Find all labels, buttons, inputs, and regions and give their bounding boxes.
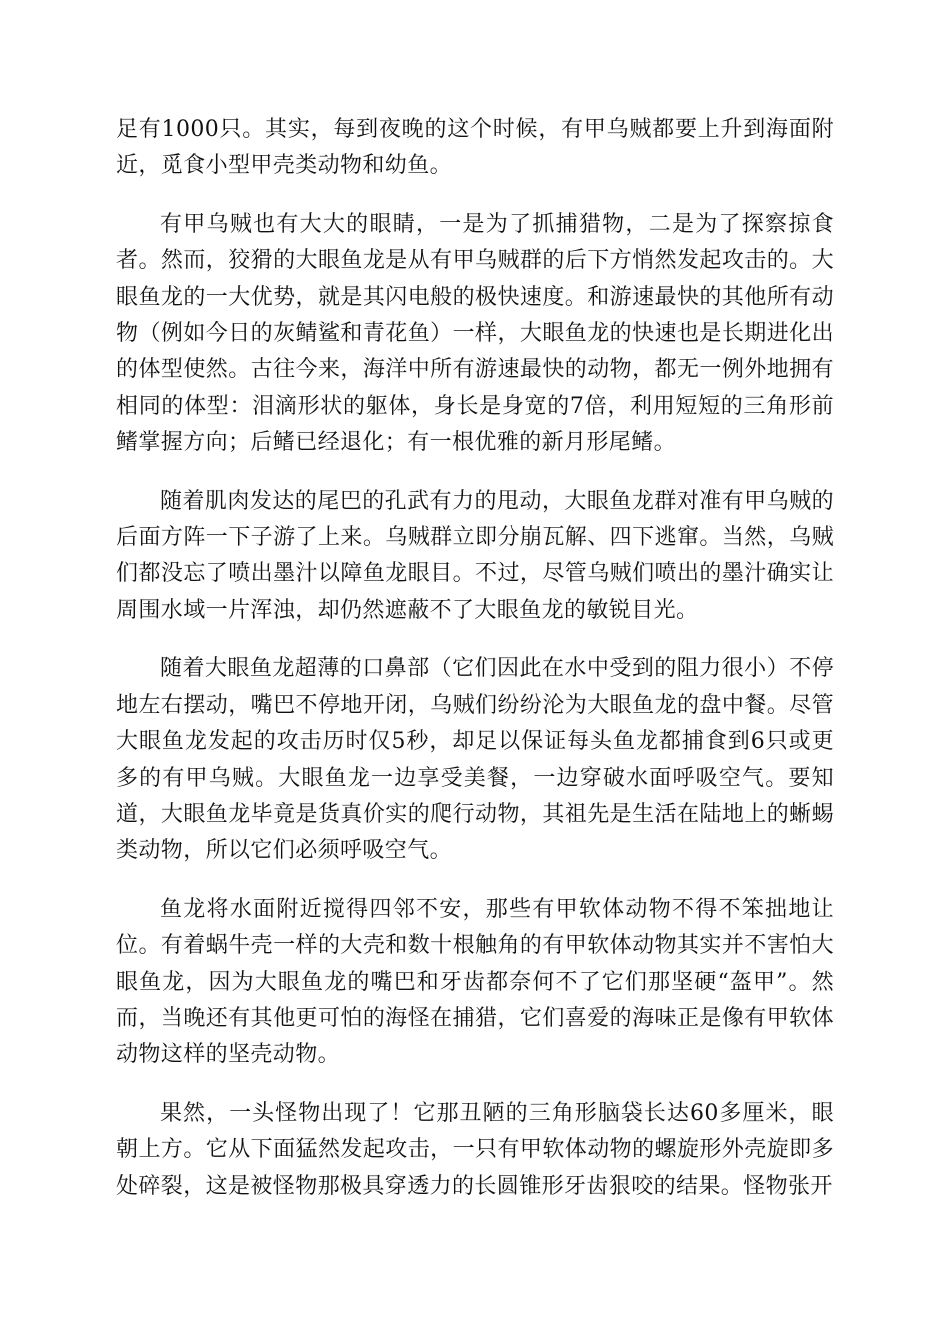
- paragraph-4: 随着大眼鱼龙超薄的口鼻部（它们因此在水中受到的阻力很小）不停地左右摆动，嘴巴不停地开闭，乌贼们纷纷沦为大眼鱼龙的盘中餐。尽管大眼鱼龙发起的攻击历时仅5秒，却足以保证每头鱼龙都捕食到6只或更多的有甲乌贼。大眼鱼龙一边享受美餐，一边穿破水面呼吸空气。要知道，大眼鱼龙毕竟是货真价实的爬行动物，其祖先是生活在陆地上的蜥蜴类动物，所以它们必须呼吸空气。: [116, 656, 834, 864]
- paragraph-1: 足有1000只。其实，每到夜晚的这个时候，有甲乌贼都要上升到海面附近，觅食小型甲壳类动物和幼鱼。: [116, 117, 834, 179]
- paragraph-6: 果然，一头怪物出现了！它那丑陋的三角形脑袋长达60多厘米，眼朝上方。它从下面猛然发起攻击，一只有甲软体动物的螺旋形外壳旋即多处碎裂，这是被怪物那极具穿透力的长圆锥形牙齿狠咬的结果。怪物张开: [116, 1100, 834, 1199]
- document-page: [116, 112, 834, 1227]
- paragraph-5: 鱼龙将水面附近搅得四邻不安，那些有甲软体动物不得不笨拙地让位。有着蜗牛壳一样的大壳和数十根触角的有甲软体动物其实并不害怕大眼鱼龙，因为大眼鱼龙的嘴巴和牙齿都奈何不了它们那坚硬“盔甲”。然而，当晚还有其他更可怕的海怪在捕猎，它们喜爱的海味正是像有甲软体动物这样的坚壳动物。: [116, 896, 834, 1068]
- paragraph-2: 有甲乌贼也有大大的眼睛，一是为了抓捕猎物，二是为了探察掠食者。然而，狡猾的大眼鱼龙是从有甲乌贼群的后下方悄然发起攻击的。大眼鱼龙的一大优势，就是其闪电般的极快速度。和游速最快的其他所有动物（例如今日的灰鲭鲨和青花鱼）一样，大眼鱼龙的快速也是长期进化出的体型使然。古往今来，海洋中所有游速最快的动物，都无一例外地拥有相同的体型：泪滴形状的躯体，身长是身宽的7倍，利用短短的三角形前鳍掌握方向；后鳍已经退化；有一根优雅的新月形尾鳍。: [116, 211, 834, 456]
- paragraph-3: 随着肌肉发达的尾巴的孔武有力的甩动，大眼鱼龙群对准有甲乌贼的后面方阵一下子游了上来。乌贼群立即分崩瓦解、四下逃窜。当然，乌贼们都没忘了喷出墨汁以障鱼龙眼目。不过，尽管乌贼们喷出的墨汁确实让周围水域一片浑浊，却仍然遮蔽不了大眼鱼龙的敏锐目光。: [116, 488, 834, 623]
